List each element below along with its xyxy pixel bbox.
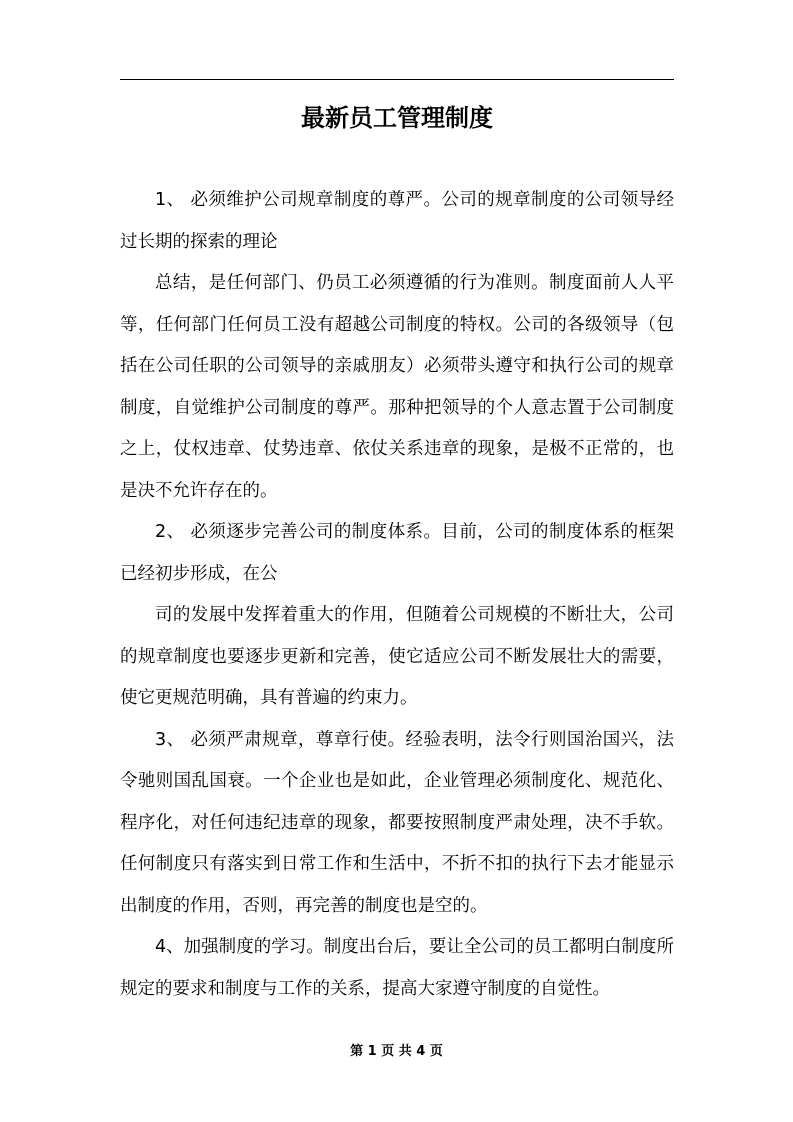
paragraph-6: 4、加强制度的学习。制度出台后，要让全公司的员工都明白制度所规定的要求和制度与工作的关系，提高大家遵守制度的自觉性。 [120,937,674,999]
paragraph-1: 1、 必须维护公司规章制度的尊严。公司的规章制度的公司领导经过长期的探索的理论 [120,190,674,252]
document-title: 最新员工管理制度 [301,104,493,132]
page-footer [0,1041,793,1063]
paragraph-2: 总结，是任何部门、仍员工必须遵循的行为准则。制度面前人人平等，任何部门任何员工没有超越公司制度的特权。公司的各级领导（包括在公司任职的公司领导的亲戚朋友）必须带头遵守和执行公司的规章制度，自觉维护公司制度的尊严。那种把领导的个人意志置于公司制度之上，仗权违章、仗势违章、依仗关系违章的现象，是极不正常的，也是决不允许存在的。 [120,273,674,501]
paragraph-5: 3、 必须严肃规章，尊章行使。经验表明，法令行则国治国兴，法令驰则国乱国衰。一个企业也是如此，企业管理必须制度化、规范化、程序化，对任何违纪违章的现象，都要按照制度严肃处理，决不手软。任何制度只有落实到日常工作和生活中，不折不扣的执行下去才能显示出制度的作用，否则，再完善的制度也是空的。 [120,729,674,916]
page-number-label: 第 1 页 共 4 页 [350,1044,443,1059]
paragraph-3: 2、 必须逐步完善公司的制度体系。目前，公司的制度体系的框架已经初步形成，在公 [120,522,674,584]
document-body [120,180,674,1010]
paragraph-4: 司的发展中发挥着重大的作用，但随着公司规模的不断壮大，公司的规章制度也要逐步更新和完善，使它适应公司不断发展壮大的需要，使它更规范明确，具有普遍的约束力。 [120,605,674,708]
header-rule [120,79,674,80]
